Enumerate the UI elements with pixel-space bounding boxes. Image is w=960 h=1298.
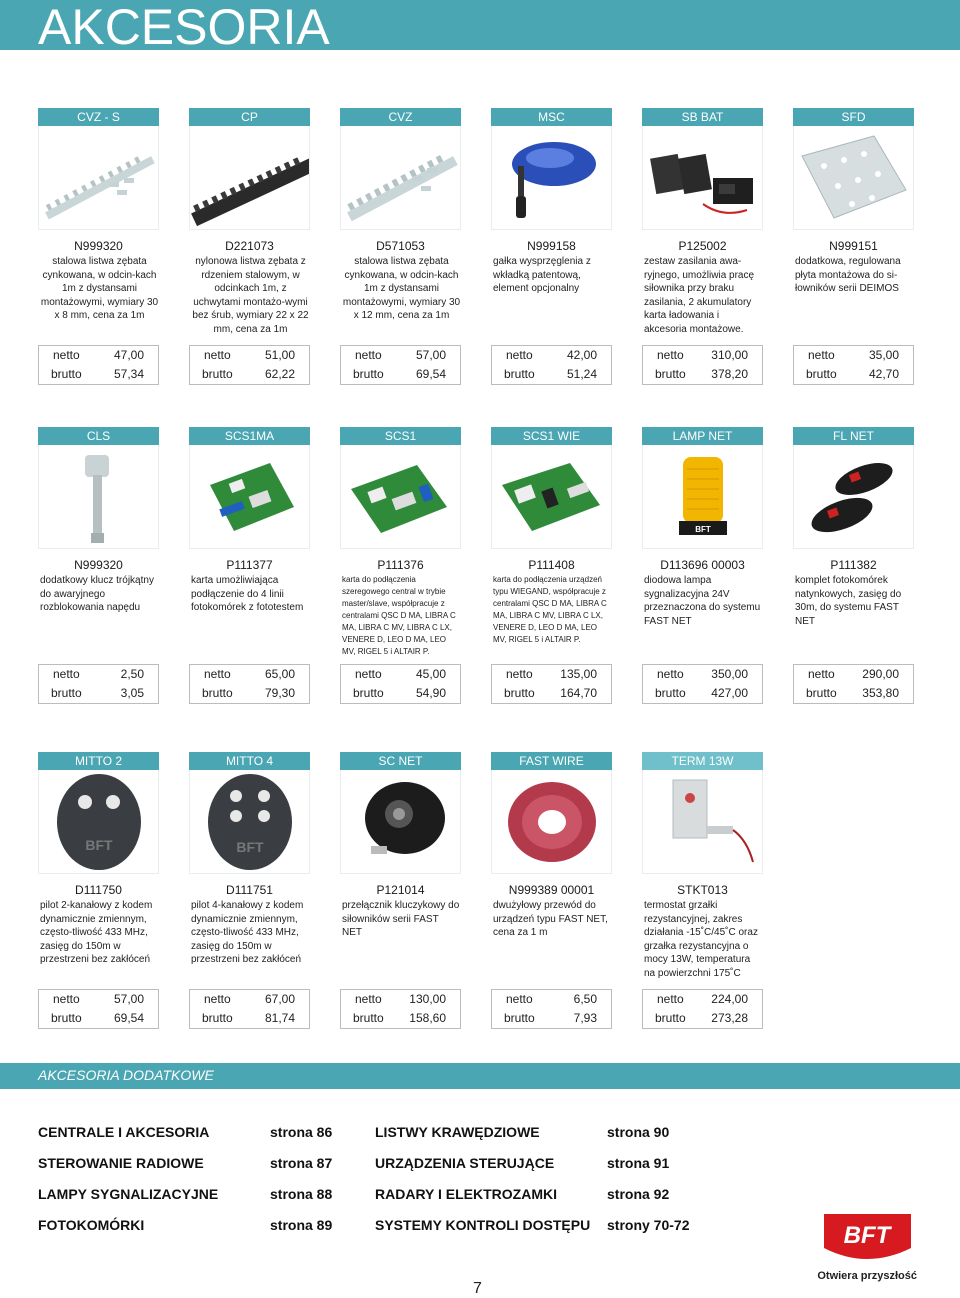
- product-code: P111377: [226, 558, 273, 572]
- netto-label: netto: [808, 348, 835, 362]
- netto-price: 67,00: [264, 992, 295, 1006]
- product-description: komplet fotokomórek natynkowych, zasięg do 30m, do systemu FAST NET: [795, 575, 902, 627]
- product-description: pilot 2-kanałowy z kodem dynamicznie zmiennym, często-tliwość 433 MHz, zasięg do 150m w przestrzeni bez zakłóceń: [40, 900, 153, 965]
- netto-price: 135,00: [560, 667, 597, 681]
- product-image: [340, 445, 461, 549]
- product-card: [340, 108, 461, 381]
- brutto-label: brutto: [202, 367, 233, 381]
- netto-label: netto: [204, 992, 231, 1006]
- product-description: dwużyłowy przewód do urządzeń typu FAST NET, cena za 1 m: [493, 900, 608, 938]
- product-description: termostat grzałki rezystancyjnej, zakres działania -15˚C/45˚C oraz grzałka rezystancyjna o mocy 13W, temperatura na powierzchni 175˚C: [644, 900, 758, 979]
- product-code: D571053: [376, 239, 425, 253]
- netto-price: 42,00: [566, 348, 597, 362]
- brutto-price: 378,20: [711, 367, 748, 381]
- netto-label: netto: [506, 992, 533, 1006]
- product-code: P121014: [376, 883, 425, 897]
- product-description: nylonowa listwa zębata z rdzeniem stalowym, w odcinkach 1m, z uchwytami montażo-wymi bez śrub, wymiary 22 x 22 mm, cena za 1m: [192, 256, 309, 335]
- toc-page[interactable]: strona 91: [607, 1155, 670, 1171]
- brutto-price: 54,90: [415, 686, 446, 700]
- brutto-label: brutto: [353, 1011, 384, 1025]
- product-description: zestaw zasilania awa-ryjnego, umożliwia pracę siłownika przy braku zasilania, 2 akumulatory karta ładowania i akcesoria montażowe.: [644, 256, 755, 335]
- brutto-label: brutto: [806, 686, 837, 700]
- netto-label: netto: [53, 992, 80, 1006]
- brutto-label: brutto: [202, 686, 233, 700]
- toc-page[interactable]: strona 88: [270, 1186, 333, 1202]
- netto-label: netto: [53, 348, 80, 362]
- toc-label[interactable]: CENTRALE I AKCESORIA: [38, 1124, 210, 1140]
- product-description: stalowa listwa zębata cynkowana, w odcin-kach 1m z dystansami montażowymi, wymiary 30 x 8 mm, cena za 1m: [40, 256, 159, 321]
- product-image: [491, 445, 612, 549]
- page-number: 7: [473, 1280, 482, 1297]
- price-box: [642, 345, 763, 385]
- product-image: [38, 126, 159, 230]
- toc-page[interactable]: strona 89: [270, 1217, 333, 1233]
- title-bar: [0, 0, 960, 55]
- svg-text:BFT: BFT: [85, 837, 113, 853]
- brutto-label: brutto: [655, 686, 686, 700]
- netto-price: 51,00: [264, 348, 295, 362]
- product-description: gałka wysprzęglenia z wkładką patentową, element opcjonalny: [493, 256, 591, 294]
- price-box: [340, 664, 461, 704]
- page-title: AKCESORIA: [38, 0, 330, 55]
- product-name: SFD: [793, 108, 914, 126]
- netto-label: netto: [204, 348, 231, 362]
- price-box: [340, 989, 461, 1029]
- product-name: SCS1 WIE: [491, 427, 612, 445]
- netto-label: netto: [657, 992, 684, 1006]
- brutto-price: 353,80: [862, 686, 899, 700]
- toc-label[interactable]: LISTWY KRAWĘDZIOWE: [375, 1124, 540, 1140]
- netto-label: netto: [204, 667, 231, 681]
- brutto-price: 7,93: [573, 1011, 597, 1025]
- product-image: [642, 445, 763, 549]
- product-card: [642, 752, 763, 1025]
- toc-label[interactable]: LAMPY SYGNALIZACYJNE: [38, 1186, 219, 1202]
- product-card: [340, 427, 461, 700]
- netto-price: 224,00: [711, 992, 748, 1006]
- toc-label[interactable]: SYSTEMY KONTROLI DOSTĘPU: [375, 1217, 591, 1233]
- brutto-label: brutto: [202, 1011, 233, 1025]
- additional-accessories-bar: [0, 1063, 960, 1089]
- brutto-price: 57,34: [113, 367, 144, 381]
- brutto-price: 273,28: [711, 1011, 748, 1025]
- product-card: [793, 427, 914, 700]
- product-image: [340, 126, 461, 230]
- brutto-price: 42,70: [868, 367, 899, 381]
- product-image: [189, 770, 310, 874]
- product-card: [491, 427, 612, 700]
- netto-price: 57,00: [415, 348, 446, 362]
- product-code: D113696 00003: [660, 558, 745, 572]
- toc-page[interactable]: strona 87: [270, 1155, 333, 1171]
- product-description: dodatkowa, regulowana płyta montażowa do si-łowników serii DEIMOS: [795, 256, 901, 294]
- product-image: [38, 445, 159, 549]
- brutto-label: brutto: [504, 686, 535, 700]
- price-box: [642, 664, 763, 704]
- brutto-label: brutto: [504, 367, 535, 381]
- product-card: [642, 427, 763, 700]
- netto-label: netto: [355, 667, 382, 681]
- price-box: [189, 664, 310, 704]
- price-box: [491, 345, 612, 385]
- product-name: CLS: [38, 427, 159, 445]
- product-card: [38, 427, 159, 700]
- product-card: [189, 752, 310, 1025]
- netto-price: 6,50: [573, 992, 597, 1006]
- price-box: [491, 664, 612, 704]
- brutto-price: 158,60: [409, 1011, 446, 1025]
- price-box: [38, 345, 159, 385]
- netto-price: 57,00: [113, 992, 144, 1006]
- product-card: [793, 108, 914, 381]
- toc-page[interactable]: strona 90: [607, 1124, 670, 1140]
- brutto-label: brutto: [353, 686, 384, 700]
- brutto-price: 69,54: [415, 367, 446, 381]
- product-description: dodatkowy klucz trójkątny do awaryjnego rozblokowania napędu: [40, 575, 154, 613]
- product-name: SB BAT: [642, 108, 763, 126]
- product-code: N999320: [74, 558, 123, 572]
- product-code: P111376: [377, 558, 424, 572]
- section-title: AKCESORIA DODATKOWE: [38, 1067, 214, 1083]
- product-code: D221073: [225, 239, 274, 253]
- brutto-label: brutto: [51, 1011, 82, 1025]
- product-image: [340, 770, 461, 874]
- netto-price: 2,50: [120, 667, 144, 681]
- product-code: P111408: [528, 558, 575, 572]
- netto-price: 290,00: [862, 667, 899, 681]
- brutto-price: 81,74: [264, 1011, 295, 1025]
- product-image: [793, 445, 914, 549]
- product-code: N999389 00001: [508, 883, 595, 897]
- product-card: [642, 108, 763, 381]
- product-description: diodowa lampa sygnalizacyjna 24V przeznaczona do systemu FAST NET: [644, 575, 761, 627]
- product-name: SC NET: [340, 752, 461, 770]
- brutto-label: brutto: [51, 686, 82, 700]
- product-name: MITTO 2: [38, 752, 159, 770]
- netto-label: netto: [355, 992, 382, 1006]
- product-card: [189, 427, 310, 700]
- product-name: SCS1: [340, 427, 461, 445]
- price-box: [793, 664, 914, 704]
- brutto-price: 51,24: [566, 367, 597, 381]
- toc-page[interactable]: strony 70-72: [607, 1217, 690, 1233]
- toc-page[interactable]: strona 92: [607, 1186, 670, 1202]
- product-code: P111382: [830, 558, 877, 572]
- brutto-label: brutto: [353, 367, 384, 381]
- product-image: [189, 445, 310, 549]
- price-box: [189, 989, 310, 1029]
- product-card: [491, 108, 612, 381]
- brutto-price: 164,70: [560, 686, 597, 700]
- product-description: pilot 4-kanałowy z kodem dynamicznie zmiennym, często-tliwość 433 MHz, zasięg do 150m w przestrzeni bez zakłóceń: [191, 900, 304, 965]
- price-box: [189, 345, 310, 385]
- price-box: [38, 989, 159, 1029]
- product-image: [189, 126, 310, 230]
- product-name: LAMP NET: [642, 427, 763, 445]
- product-name: CVZ: [340, 108, 461, 126]
- brutto-label: brutto: [655, 367, 686, 381]
- netto-label: netto: [657, 348, 684, 362]
- netto-price: 130,00: [409, 992, 446, 1006]
- netto-price: 310,00: [711, 348, 748, 362]
- bft-logo: [820, 1212, 915, 1272]
- toc-label[interactable]: FOTOKOMÓRKI: [38, 1217, 145, 1233]
- product-name: TERM 13W: [642, 752, 763, 770]
- netto-price: 35,00: [868, 348, 899, 362]
- svg-text:BFT: BFT: [236, 839, 264, 855]
- brutto-label: brutto: [504, 1011, 535, 1025]
- product-card: [491, 752, 612, 1025]
- product-name: FAST WIRE: [491, 752, 612, 770]
- product-image: [491, 126, 612, 230]
- brutto-price: 427,00: [711, 686, 748, 700]
- brutto-price: 62,22: [264, 367, 295, 381]
- netto-price: 350,00: [711, 667, 748, 681]
- product-image: [491, 770, 612, 874]
- netto-label: netto: [506, 348, 533, 362]
- brutto-price: 79,30: [264, 686, 295, 700]
- product-code: D111751: [226, 883, 273, 897]
- toc-label[interactable]: STEROWANIE RADIOWE: [38, 1155, 204, 1171]
- price-box: [38, 664, 159, 704]
- product-image: [642, 770, 763, 874]
- product-description: karta umożliwiająca podłączenie do 4 linii fotokomórek z fototestem: [191, 575, 304, 613]
- netto-label: netto: [808, 667, 835, 681]
- brutto-price: 69,54: [113, 1011, 144, 1025]
- product-image: [793, 126, 914, 230]
- netto-price: 45,00: [415, 667, 446, 681]
- product-name: CP: [189, 108, 310, 126]
- product-card: [189, 108, 310, 381]
- price-box: [793, 345, 914, 385]
- brutto-label: brutto: [51, 367, 82, 381]
- price-box: [642, 989, 763, 1029]
- product-code: N999320: [74, 239, 123, 253]
- product-code: N999158: [527, 239, 576, 253]
- product-code: N999151: [829, 239, 878, 253]
- product-description: karta do podłączenia szeregowego central w trybie master/slave, współpracuje z centralami QSC D MA, LIBRA C MA, LIBRA C MV, LIBRA C LX, VENERE D, LEO D MA, LEO MV, RIGEL 5 i ALTAIR P.: [342, 575, 456, 656]
- product-code: STKT013: [677, 883, 728, 897]
- product-code: D111750: [75, 883, 122, 897]
- product-card: [340, 752, 461, 1025]
- product-description: przełącznik kluczykowy do siłowników serii FAST NET: [342, 900, 460, 938]
- brutto-label: brutto: [806, 367, 837, 381]
- brutto-price: 3,05: [120, 686, 144, 700]
- toc-label[interactable]: RADARY I ELEKTROZAMKI: [375, 1186, 557, 1202]
- logo-text: BFT: [843, 1222, 891, 1249]
- price-box: [491, 989, 612, 1029]
- netto-price: 65,00: [264, 667, 295, 681]
- product-name: SCS1MA: [189, 427, 310, 445]
- svg-text:BFT: BFT: [695, 525, 711, 534]
- product-code: P125002: [678, 239, 727, 253]
- product-image: [38, 770, 159, 874]
- product-name: CVZ - S: [38, 108, 159, 126]
- brutto-label: brutto: [655, 1011, 686, 1025]
- product-card: [38, 108, 159, 381]
- netto-label: netto: [657, 667, 684, 681]
- price-box: [340, 345, 461, 385]
- netto-label: netto: [355, 348, 382, 362]
- product-name: FL NET: [793, 427, 914, 445]
- product-description: stalowa listwa zębata cynkowana, w odcin-kach 1m z dystansami montażowymi, wymiary 30 x 12 mm, cena za 1m: [342, 256, 461, 321]
- netto-price: 47,00: [113, 348, 144, 362]
- netto-label: netto: [506, 667, 533, 681]
- product-description: karta do podłączenia urządzeń typu WIEGAND, współpracuje z centralami QSC D MA, LIBRA C MA, LIBRA C MV, LIBRA C LX, VENERE D, LEO D MA, LEO MV, RIGEL 5 i ALTAIR P.: [493, 575, 607, 644]
- product-name: MSC: [491, 108, 612, 126]
- netto-label: netto: [53, 667, 80, 681]
- slogan: Otwiera przyszłość: [817, 1270, 917, 1282]
- product-name: MITTO 4: [189, 752, 310, 770]
- product-image: [642, 126, 763, 230]
- toc-label[interactable]: URZĄDZENIA STERUJĄCE: [375, 1155, 555, 1171]
- product-card: [38, 752, 159, 1025]
- toc-page[interactable]: strona 86: [270, 1124, 333, 1140]
